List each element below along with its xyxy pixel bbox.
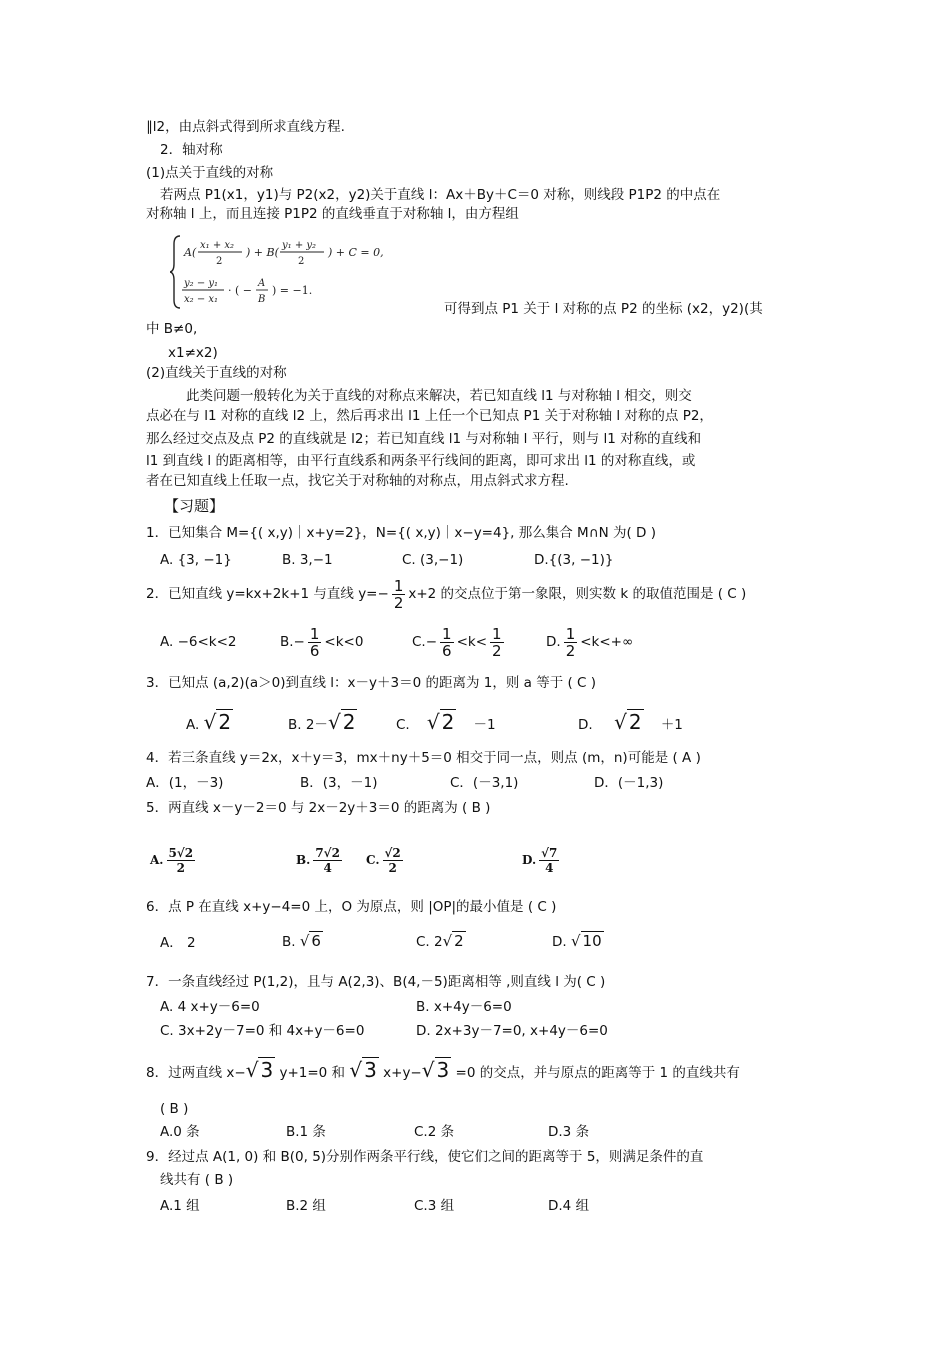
q3-option-b [288, 708, 357, 736]
q5-b-label: B. [296, 853, 311, 867]
exercises-title: 【习题】 [164, 497, 225, 515]
subsection-heading: (2)直线关于直线的对称 [146, 365, 287, 381]
svg-text:y₁ + y₂: y₁ + y₂ [282, 240, 317, 251]
q5-option-c [366, 842, 406, 878]
q3-b-sqrt: √ 2 [327, 710, 356, 734]
svg-text:· ( −: · ( − [228, 284, 252, 297]
intro-line: l1 到直线 l 的距离相等，由平行直线系和两条平行线间的距离，即可求出 l1 的对称直线，或 [146, 453, 696, 469]
q9-option-c: C.3 组 [414, 1198, 455, 1214]
q3-c-sqrt: √ 2 [426, 710, 455, 734]
q2-c-num2: 1 [492, 624, 502, 643]
q2-frac-den: 2 [393, 593, 404, 612]
equation-system [170, 232, 440, 312]
q3-d-rad: 2 [628, 710, 642, 734]
intro-line: 若两点 P1(x1，y1)与 P2(x2，y2)关于直线 l：Ax＋By＋C＝0 对称，则线段 P1P2 的中点在 [160, 187, 721, 203]
q2-stem-pre: 2．已知直线 y=kx+2k+1 与直线 y=− [146, 586, 389, 602]
question-2-stem [146, 576, 746, 612]
q2-d-suffix: <k<+∞ [580, 634, 634, 650]
intro-line: 对称轴 l 上，而且连接 P1P2 的直线垂直于对称轴 l，由方程组 [146, 206, 519, 222]
q3-option-c [396, 708, 496, 736]
intro-line: 点必在与 l1 对称的直线 l2 上，然后再求出 l1 上任一个已知点 P1 关于对称轴 l 对称的点 P2， [146, 408, 713, 424]
q2-frac-num: 1 [393, 576, 404, 595]
q2-d-fraction [564, 626, 578, 659]
svg-text:2: 2 [216, 256, 223, 267]
q6-b-rad: 6 [311, 932, 321, 950]
q3-d-suffix: ＋1 [660, 717, 683, 733]
q3-option-d [578, 708, 683, 736]
q3-d-sqrt: √ 2 [614, 710, 642, 734]
q5-b-den: 4 [323, 861, 332, 875]
intro-line: 此类问题一般转化为关于直线的对称点来解决，若已知直线 l1 与对称轴 l 相交，则交 [186, 388, 692, 404]
q3-a-label: A. [186, 717, 200, 733]
q5-d-label: D. [522, 853, 537, 867]
q5-b-num: 7√2 [315, 846, 340, 860]
q1-option-a: A. {3, −1} [160, 552, 232, 568]
q3-b-label: B. 2－ [288, 717, 328, 733]
q5-option-b [296, 842, 345, 878]
q2-d-den: 2 [565, 641, 576, 660]
q6-b-label: B. [282, 934, 296, 950]
question-8-stem [146, 1058, 740, 1082]
q8-option-b: B.1 条 [286, 1124, 326, 1140]
q6-option-a: A． 2 [160, 935, 196, 951]
q2-option-b [280, 624, 363, 660]
svg-text:A(: A( [184, 246, 197, 259]
q2-b-prefix: B.− [280, 634, 305, 650]
question-9-stem-cont: 线共有 ( B ) [160, 1172, 234, 1188]
q5-a-label: A. [150, 853, 164, 867]
q8-rad-3: 3 [436, 1058, 450, 1082]
q8-sqrt-1: √ 3 [245, 1058, 274, 1082]
svg-text:x₁ + x₂: x₁ + x₂ [200, 240, 235, 251]
question-5-stem: 5．两直线 x－y－2＝0 与 2x－2y＋3＝0 的距离为 ( B ) [146, 800, 491, 816]
intro-line: 可得到点 P1 关于 l 对称的点 P2 的坐标 (x2，y2)(其 [444, 301, 763, 317]
q6-d-rad: 10 [582, 932, 602, 950]
svg-text:2: 2 [298, 256, 305, 267]
q2-option-a: A. −6<k<2 [160, 634, 237, 650]
q7-option-d: D. 2x+3y－7=0, x+4y－6=0 [416, 1023, 608, 1039]
q8-stem-post: =0 的交点，并与原点的距离等于 1 的直线共有 [455, 1065, 740, 1081]
q2-b-suffix: <k<0 [324, 634, 364, 650]
q2-option-d [546, 624, 633, 660]
intro-line: ∥l2，由点斜式得到所求直线方程. [146, 119, 345, 135]
q6-c-label: C. 2 [416, 934, 443, 950]
q2-option-c [412, 624, 507, 660]
q5-d-den: 4 [545, 861, 554, 875]
q8-rad-1: 3 [260, 1058, 274, 1082]
svg-text:B: B [258, 294, 266, 305]
q3-c-suffix: －1 [473, 717, 496, 733]
q5-a-num: 5√2 [168, 846, 194, 860]
q5-c-num: √2 [384, 846, 401, 860]
question-7-stem: 7．一条直线经过 P(1,2)，且与 A(2,3)、B(4,－5)距离相等 ,则直线 l 为( C ) [146, 974, 606, 990]
q1-option-c: C. (3,−1) [402, 552, 464, 568]
question-4-stem: 4．若三条直线 y＝2x，x＋y＝3，mx＋ny＋5＝0 相交于同一点，则点 (m，n)可能是 ( A ) [146, 750, 701, 766]
q7-option-a: A. 4 x+y－6=0 [160, 999, 260, 1015]
q9-option-a: A.1 组 [160, 1198, 200, 1214]
q3-c-label: C. [396, 717, 410, 733]
q2-stem-post: x+2 的交点位于第一象限，则实数 k 的取值范围是 ( C ) [408, 586, 747, 602]
q6-d-label: D. [552, 934, 567, 950]
q1-option-d: D.{(3, −1)} [534, 552, 614, 568]
q5-a-fraction [167, 846, 196, 875]
q2-d-num: 1 [565, 624, 576, 643]
q6-d-sqrt: √ 10 [570, 932, 602, 950]
subsection-heading: (1)点关于直线的对称 [146, 165, 274, 181]
q4-option-b: B．(3，－1) [300, 775, 378, 791]
q8-sqrt-3: √ 3 [421, 1058, 450, 1082]
q2-d-prefix: D. [546, 634, 561, 650]
question-6-stem: 6．点 P 在直线 x+y−4=0 上，O 为原点，则 |OP|的最小值是 ( C ) [146, 899, 557, 915]
q2-b-den: 6 [309, 641, 320, 660]
q6-b-sqrt: √ 6 [299, 932, 321, 950]
q3-d-label: D. [578, 717, 593, 733]
q2-fraction-half [392, 578, 406, 611]
q6-option-c [416, 932, 466, 951]
svg-text:) + B(: ) + B( [246, 246, 279, 259]
q3-option-a [186, 708, 233, 736]
q3-c-rad: 2 [441, 710, 455, 734]
svg-text:) = −1.: ) = −1. [272, 284, 313, 297]
question-9-stem: 9．经过点 A(1, 0) 和 B(0, 5)分别作两条平行线，使它们之间的距离等于 5，则满足条件的直 [146, 1149, 704, 1165]
q2-c-mid: <k< [456, 634, 488, 650]
q8-option-c: C.2 条 [414, 1124, 455, 1140]
q2-b-fraction [308, 626, 322, 659]
q2-c-fraction-1 [440, 626, 454, 659]
q2-c-num1: 1 [442, 624, 452, 643]
q6-c-rad: 2 [454, 932, 464, 950]
q5-d-num: √7 [541, 846, 558, 860]
q8-option-a: A.0 条 [160, 1124, 200, 1140]
q5-c-fraction [383, 846, 403, 875]
q7-option-c: C. 3x+2y－7=0 和 4x+y－6=0 [160, 1023, 365, 1039]
q3-b-rad: 2 [342, 710, 356, 734]
svg-text:A: A [258, 278, 266, 289]
intro-line: 者在已知直线上任取一点，找它关于对称轴的对称点，用点斜式求方程. [146, 473, 569, 489]
section-heading: 2．轴对称 [160, 142, 223, 158]
q5-option-d [522, 842, 562, 878]
q5-a-den: 2 [176, 861, 185, 875]
q7-option-b: B. x+4y－6=0 [416, 999, 512, 1015]
q9-option-d: D.4 组 [548, 1198, 590, 1214]
question-3-stem: 3．已知点 (a,2)(a＞0)到直线 l：x－y＋3＝0 的距离为 1，则 a 等于 ( C ) [146, 675, 597, 691]
q8-answer: ( B ) [160, 1101, 189, 1117]
q8-rad-2: 3 [364, 1058, 377, 1082]
q2-c-prefix: C.− [412, 634, 438, 650]
q6-option-d [552, 932, 604, 951]
q1-option-b: B. 3,−1 [282, 552, 333, 568]
q5-c-den: 2 [388, 861, 397, 875]
svg-text:x₂ − x₁: x₂ − x₁ [184, 294, 219, 305]
q2-c-den1: 6 [442, 641, 452, 660]
svg-text:y₂ − y₁: y₂ − y₁ [184, 278, 219, 289]
q5-b-fraction [313, 846, 342, 875]
q8-stem-mid2: x+y− [383, 1065, 422, 1081]
q4-option-c: C．(－3,1) [450, 775, 519, 791]
q4-option-d: D．(－1,3) [594, 775, 664, 791]
q8-option-d: D.3 条 [548, 1124, 590, 1140]
q3-a-rad: 2 [218, 710, 232, 734]
q5-d-fraction [539, 846, 559, 875]
question-1-stem: 1．已知集合 M={( x,y)｜x+y=2}，N={( x,y)｜x−y=4}, 那么集合 M∩N 为( D ) [146, 525, 656, 541]
intro-line: x1≠x2) [168, 345, 218, 361]
q8-sqrt-2: √ 3 [349, 1058, 377, 1082]
q5-c-label: C. [366, 853, 380, 867]
equation-brace-figure [170, 232, 440, 312]
q6-c-sqrt: √ 2 [442, 932, 464, 950]
svg-text:) + C = 0,: ) + C = 0, [328, 246, 384, 259]
q3-a-sqrt: √ 2 [203, 710, 232, 734]
q6-option-b [282, 932, 323, 951]
intro-line: 中 B≠0, [146, 321, 198, 337]
q2-c-fraction-2 [490, 626, 504, 659]
intro-line: 那么经过交点及点 P2 的直线就是 l2；若已知直线 l1 与对称轴 l 平行，则与 l1 对称的直线和 [146, 431, 702, 447]
q2-c-den2: 2 [492, 641, 502, 660]
q5-option-a [150, 842, 198, 878]
q4-option-a: A．(1，－3) [146, 775, 224, 791]
q8-stem-pre: 8．过两直线 x− [146, 1065, 246, 1081]
q9-option-b: B.2 组 [286, 1198, 326, 1214]
q2-b-num: 1 [309, 624, 320, 643]
q8-stem-mid1: y+1=0 和 [279, 1065, 346, 1081]
